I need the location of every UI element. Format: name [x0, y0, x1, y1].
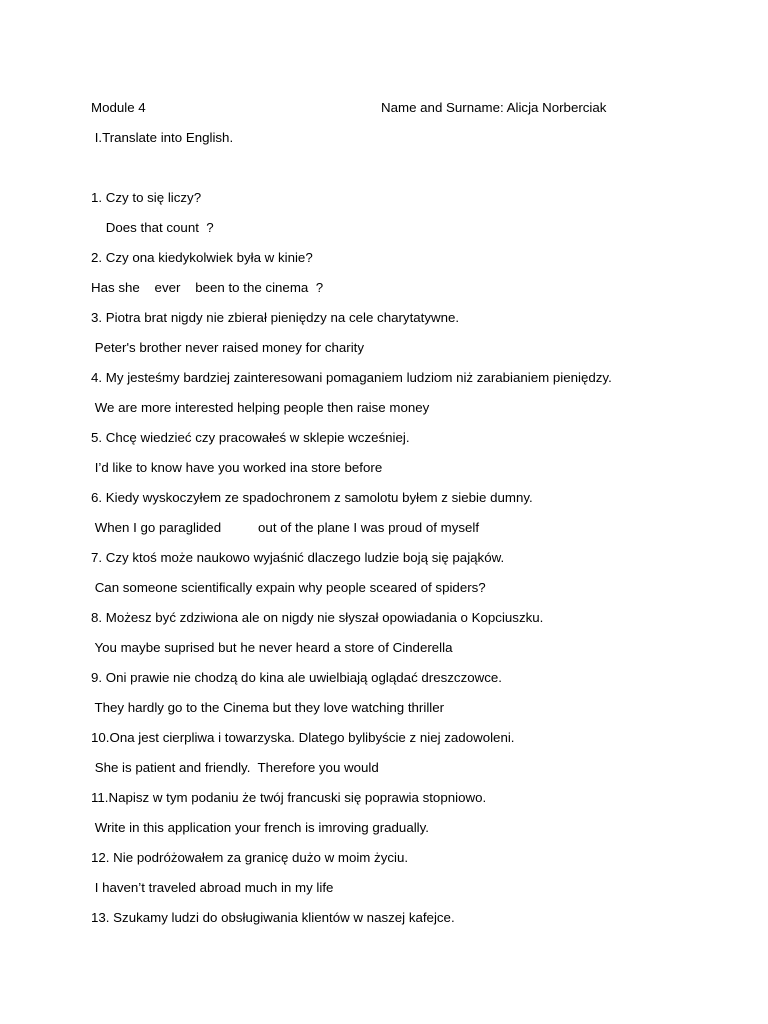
english-translation-12: I haven’t traveled abroad much in my life: [91, 880, 334, 895]
english-translation-5: I’d like to know have you worked ina store before: [91, 460, 383, 475]
english-translation-10: She is patient and friendly. Therefore you would: [91, 760, 379, 775]
english-translation-8: You maybe suprised but he never heard a store of Cinderella: [91, 640, 453, 655]
polish-sentence-4: 4. My jesteśmy bardziej zainteresowani pomaganiem ludziom niż zarabianiem pieniędzy.: [91, 370, 612, 385]
polish-sentence-12: 12. Nie podróżowałem za granicę dużo w moim życiu.: [91, 850, 409, 865]
english-translation-3: Peter's brother never raised money for charity: [91, 340, 365, 355]
polish-sentence-7: 7. Czy ktoś może naukowo wyjaśnić dlaczego ludzie boją się pająków.: [91, 550, 505, 565]
polish-sentence-9: 9. Oni prawie nie chodzą do kina ale uwielbiają oglądać dreszczowce.: [91, 670, 502, 685]
english-translation-2: Has she ever been to the cinema ?: [91, 280, 324, 295]
english-translation-6: When I go paraglided out of the plane I was proud of myself: [91, 520, 480, 535]
polish-sentence-1: 1. Czy to się liczy?: [91, 190, 202, 205]
english-translation-4: We are more interested helping people then raise money: [91, 400, 430, 415]
polish-sentence-6: 6. Kiedy wyskoczyłem ze spadochronem z samolotu byłem z siebie dumny.: [91, 490, 533, 505]
polish-sentence-13: 13. Szukamy ludzi do obsługiwania klientów w naszej kafejce.: [91, 910, 455, 925]
polish-sentence-10: 10.Ona jest cierpliwa i towarzyska. Dlatego bylibyście z niej zadowoleni.: [91, 730, 515, 745]
polish-sentence-11: 11.Napisz w tym podaniu że twój francuski się poprawia stopniowo.: [91, 790, 487, 805]
english-translation-1: Does that count ?: [91, 220, 214, 235]
polish-sentence-2: 2. Czy ona kiedykolwiek była w kinie?: [91, 250, 313, 265]
student-name: Name and Surname: Alicja Norberciak: [381, 100, 607, 115]
english-translation-9: They hardly go to the Cinema but they love watching thriller: [91, 700, 445, 715]
polish-sentence-8: 8. Możesz być zdziwiona ale on nigdy nie słyszał opowiadania o Kopciuszku.: [91, 610, 544, 625]
polish-sentence-3: 3. Piotra brat nigdy nie zbierał pieniędzy na cele charytatywne.: [91, 310, 460, 325]
english-translation-7: Can someone scientifically expain why people sceared of spiders?: [91, 580, 486, 595]
instruction-text: I.Translate into English.: [91, 130, 234, 145]
module-label: Module 4: [91, 100, 146, 115]
polish-sentence-5: 5. Chcę wiedzieć czy pracowałeś w sklepie wcześniej.: [91, 430, 410, 445]
english-translation-11: Write in this application your french is imroving gradually.: [91, 820, 429, 835]
